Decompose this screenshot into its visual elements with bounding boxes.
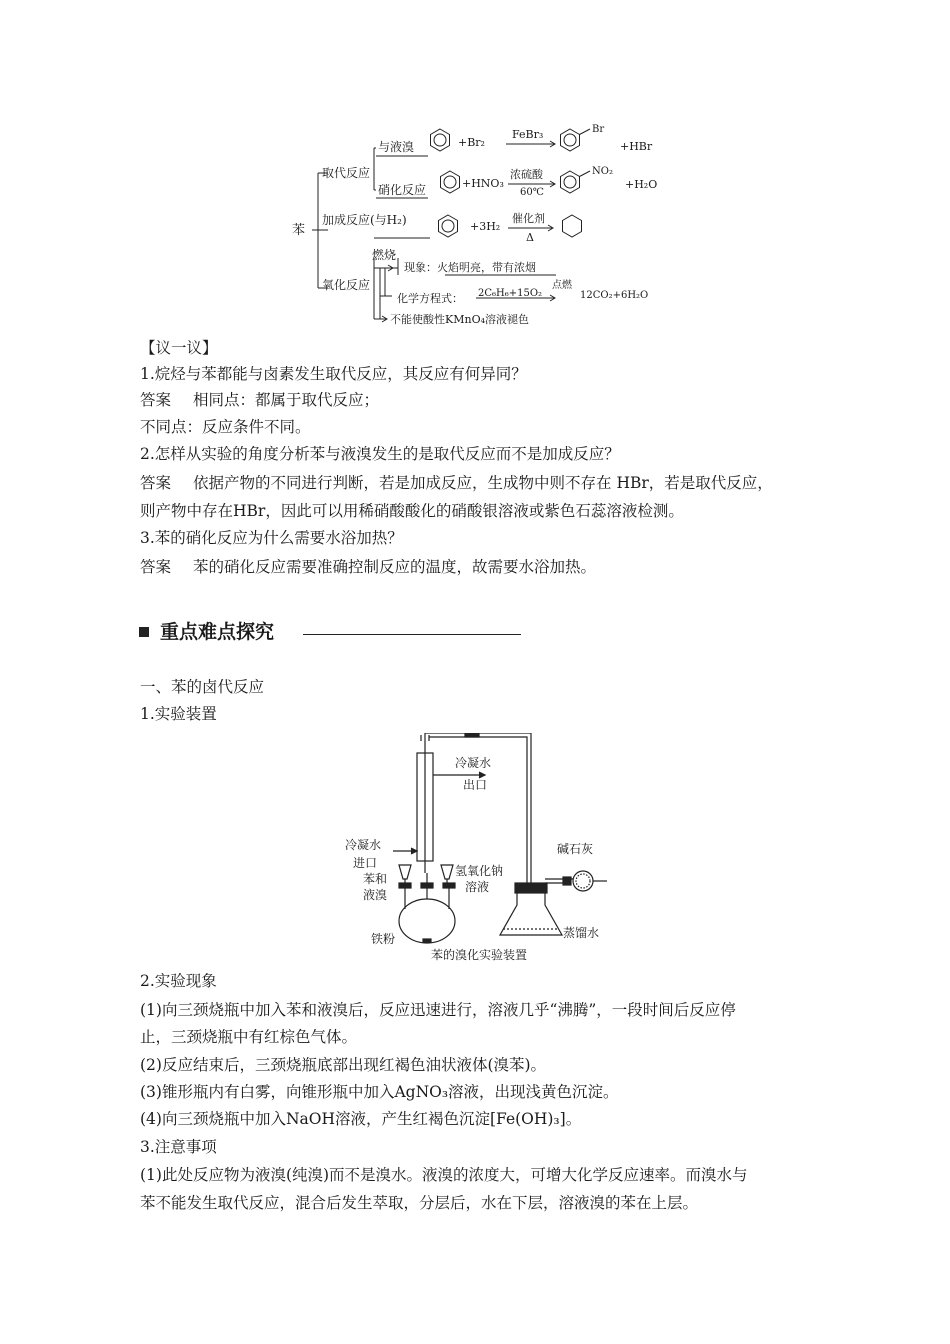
label-naoh: 氢氧化钠 bbox=[455, 864, 504, 878]
answer-2-line1 bbox=[140, 472, 773, 494]
nitration-catalyst: 浓硫酸 bbox=[510, 168, 543, 181]
kmno4-note: 不能使酸性KMnO₄溶液褪色 bbox=[390, 313, 529, 326]
diagram-branch-oxidation: 氧化反应 bbox=[322, 278, 371, 292]
answer-1-text: 相同点：都属于取代反应； bbox=[193, 391, 380, 409]
label-iron: 铁粉 bbox=[371, 932, 396, 946]
nitration-substituent: NO₂ bbox=[592, 166, 613, 177]
nitration-temperature: 60℃ bbox=[520, 187, 544, 198]
nitration-label: 硝化反应 bbox=[378, 183, 427, 197]
combustion-label: 燃烧 bbox=[372, 248, 397, 262]
nitration-reagent: +HNO₃ bbox=[462, 177, 504, 190]
label-naoh-2: 溶液 bbox=[465, 880, 490, 894]
note-1-line1: (1)此处反应物为液溴(纯溴)而不是溴水。液溴的浓度大，可增大化学反应速率。而溴水与 bbox=[140, 1166, 748, 1184]
phenomenon-2: (2)反应结束后，三颈烧瓶底部出现红褐色油状液体(溴苯)。 bbox=[140, 1056, 547, 1074]
hydrogenation-catalyst: 催化剂 bbox=[512, 212, 545, 225]
section-marker bbox=[139, 627, 149, 637]
bromination-byproduct: +HBr bbox=[620, 140, 653, 153]
diagram-branch-substitution: 取代反应 bbox=[322, 166, 371, 180]
label-water-in: 冷凝水 bbox=[345, 838, 382, 852]
subsection-title: 一、苯的卤代反应 bbox=[140, 678, 265, 696]
combustion-phenomenon: 现象：火焰明亮，带有浓烟 bbox=[404, 261, 536, 274]
discussion-heading: 【议一议】 bbox=[140, 339, 218, 357]
label-soda-lime: 碱石灰 bbox=[557, 842, 594, 856]
answer-label: 答案 bbox=[140, 474, 172, 492]
note-1-line2: 苯不能发生取代反应，混合后发生萃取，分层后，水在下层，溶液溴的苯在上层。 bbox=[140, 1194, 699, 1212]
question-1: 1.烷烃与苯都能与卤素发生取代反应，其反应有何异同？ bbox=[140, 365, 527, 383]
answer-1-line1 bbox=[140, 389, 379, 411]
label-water-in-2: 进口 bbox=[353, 856, 378, 870]
label-distilled-water: 蒸馏水 bbox=[563, 926, 600, 940]
diagram-root: 苯 bbox=[292, 223, 306, 238]
section-rule bbox=[303, 634, 521, 635]
phenomenon-1-line1: (1)向三颈烧瓶中加入苯和液溴后，反应迅速进行，溶液几乎“沸腾”，一段时间后反应停 bbox=[140, 1001, 736, 1019]
answer-3-line1 bbox=[140, 556, 596, 578]
answer-label: 答案 bbox=[140, 558, 172, 576]
bromination-apparatus-figure bbox=[335, 733, 615, 963]
diagram-branch-addition: 加成反应(与H₂) bbox=[322, 213, 407, 227]
item-apparatus: 1.实验装置 bbox=[140, 705, 217, 723]
phenomenon-4: (4)向三颈烧瓶中加入NaOH溶液，产生红褐色沉淀[Fe(OH)₃]。 bbox=[140, 1110, 582, 1128]
question-3: 3.苯的硝化反应为什么需要水浴加热？ bbox=[140, 529, 403, 547]
label-water-out-2: 出口 bbox=[463, 778, 488, 792]
answer-3-text: 苯的硝化反应需要准确控制反应的温度，故需要水浴加热。 bbox=[193, 558, 597, 576]
answer-1-line2: 不同点：反应条件不同。 bbox=[140, 418, 311, 436]
question-2: 2.怎样从实验的角度分析苯与液溴发生的是取代反应而不是加成反应？ bbox=[140, 445, 620, 463]
hydrogenation-reagent: +3H₂ bbox=[470, 220, 501, 233]
section-title: 重点难点探究 bbox=[160, 621, 275, 643]
combustion-equation-left: 2C₆H₆+15O₂ bbox=[478, 288, 543, 299]
answer-label: 答案 bbox=[140, 391, 172, 409]
bromination-catalyst: FeBr₃ bbox=[512, 128, 544, 141]
benzene-reaction-diagram bbox=[280, 118, 680, 333]
combustion-equation-label: 化学方程式： bbox=[397, 292, 463, 305]
answer-2-text: 依据产物的不同进行判断，若是加成反应，生成物中则不存在 HBr，若是取代反应， bbox=[193, 474, 773, 492]
hydrogenation-condition: Δ bbox=[526, 231, 534, 244]
label-bromine: 液溴 bbox=[363, 888, 388, 902]
phenomenon-3: (3)锥形瓶内有白雾，向锥形瓶中加入AgNO₃溶液，出现浅黄色沉淀。 bbox=[140, 1083, 619, 1101]
item-notes: 3.注意事项 bbox=[140, 1138, 217, 1156]
nitration-byproduct: +H₂O bbox=[625, 178, 658, 191]
label-benzene: 苯和 bbox=[363, 872, 388, 886]
answer-2-line2: 则产物中存在HBr，因此可以用稀硝酸酸化的硝酸银溶液或紫色石蕊溶液检测。 bbox=[140, 502, 684, 520]
bromination-label: 与液溴 bbox=[378, 140, 415, 154]
figure-caption: 苯的溴化实验装置 bbox=[431, 948, 528, 962]
phenomenon-1-line2: 止，三颈烧瓶中有红棕色气体。 bbox=[140, 1028, 358, 1046]
combustion-equation-right: 12CO₂+6H₂O bbox=[580, 290, 649, 301]
bromination-reagent: +Br₂ bbox=[458, 136, 485, 149]
combustion-equation-condition: 点燃 bbox=[552, 280, 572, 291]
bromination-substituent: Br bbox=[592, 124, 605, 135]
item-phenomena: 2.实验现象 bbox=[140, 972, 217, 990]
label-water-out: 冷凝水 bbox=[455, 756, 492, 770]
